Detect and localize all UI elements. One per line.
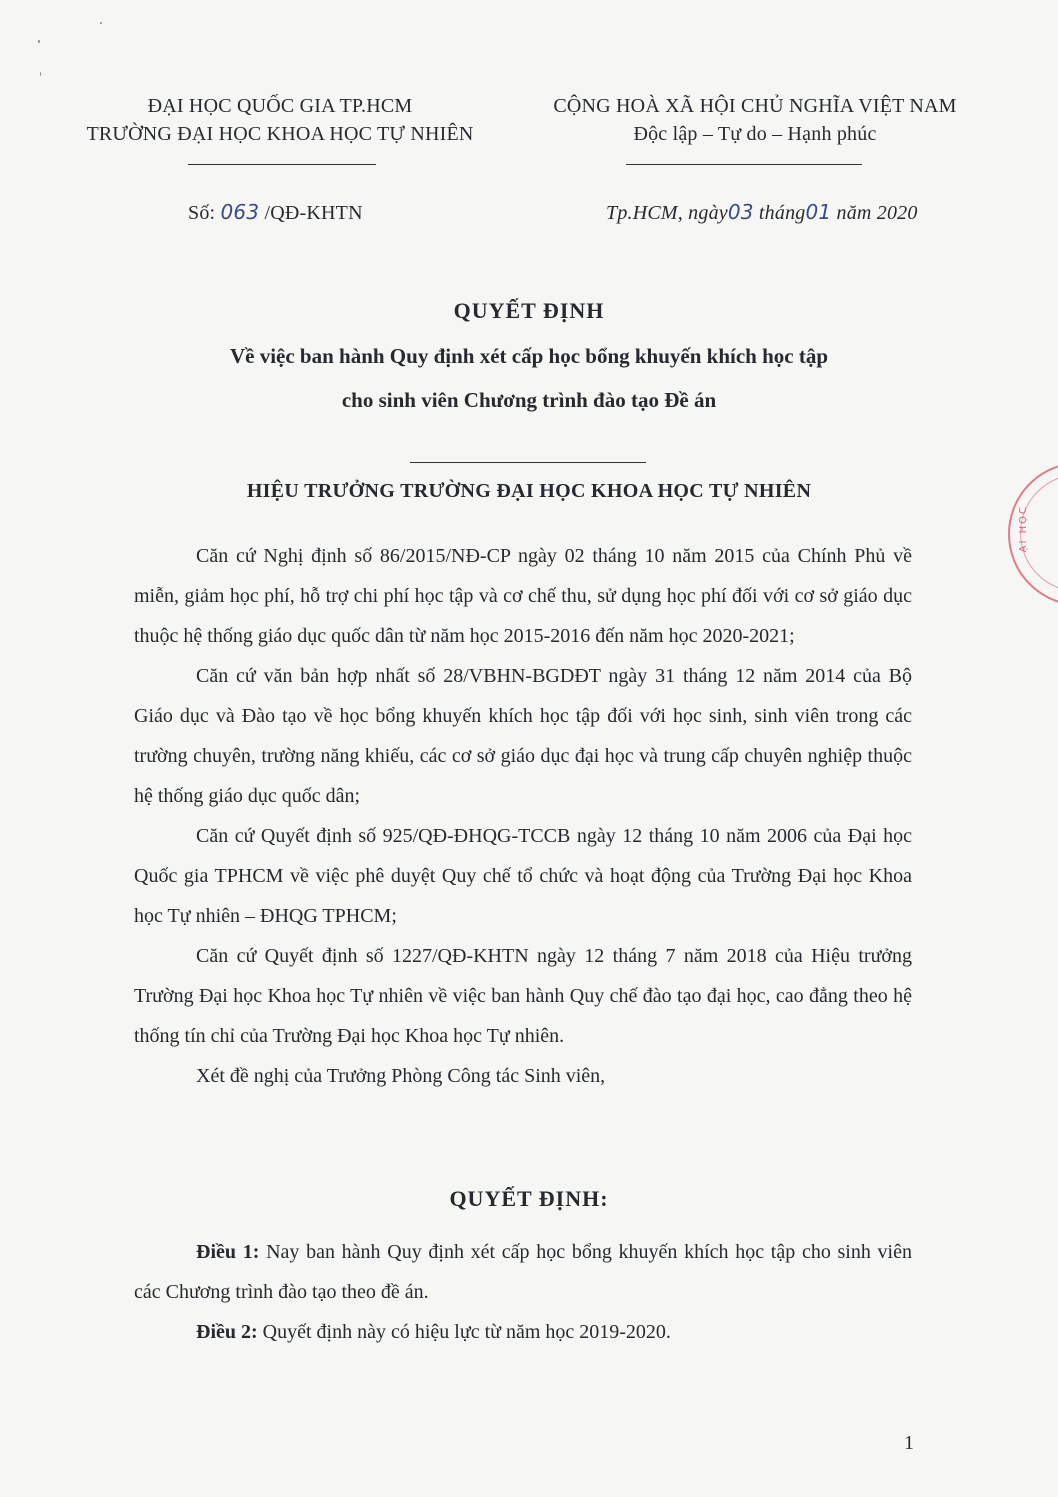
- country-name: CỘNG HOÀ XÃ HỘI CHỦ NGHĨA VIỆT NAM: [553, 95, 957, 117]
- university-name: ĐẠI HỌC QUỐC GIA TP.HCM: [147, 95, 413, 117]
- header-left: [60, 92, 500, 148]
- article-1: [134, 1232, 912, 1312]
- authority-heading: HIỆU TRƯỞNG TRƯỜNG ĐẠI HỌC KHOA HỌC TỰ NHIÊN: [246, 480, 812, 502]
- number-suffix: /QĐ-KHTN: [264, 202, 363, 224]
- date-prefix: Tp.HCM, ngày: [606, 202, 728, 224]
- title-rule: [410, 462, 646, 463]
- header-left-rule: [188, 164, 376, 165]
- article-label: Điều 1:: [196, 1241, 260, 1263]
- scan-speck: [38, 40, 40, 43]
- preamble-paragraph: Căn cứ Quyết định số 1227/QĐ-KHTN ngày 12 tháng 7 năm 2018 của Hiệu trưởng Trường Đại học Khoa học Tự nhiên về việc ban hành Quy chế đào tạo đại học, cao đẳng theo hệ thống tín chỉ của Trường Đại học Khoa học Tự nhiên.: [134, 945, 912, 1047]
- article-label: Điều 2:: [196, 1321, 258, 1343]
- date-month: 01: [805, 200, 832, 224]
- article-text: Quyết định này có hiệu lực từ năm học 2019-2020.: [257, 1321, 671, 1343]
- articles: [134, 1232, 912, 1352]
- date-day: 03: [727, 200, 754, 224]
- article-text: Nay ban hành Quy định xét cấp học bổng khuyến khích học tập cho sinh viên các Chương trình đào tạo theo đề án.: [134, 1241, 912, 1303]
- header-right: [520, 92, 990, 148]
- document-subtitle: [100, 334, 958, 422]
- subtitle-line-1: Về việc ban hành Quy định xét cấp học bổng khuyến khích học tập: [229, 344, 829, 368]
- preamble-paragraph: Căn cứ văn bản hợp nhất số 28/VBHN-BGDĐT ngày 31 tháng 12 năm 2014 của Bộ Giáo dục và Đào tạo về học bổng khuyến khích học tập đối với học sinh, sinh viên trong các trường chuyên, trường năng khiếu, các cơ sở giáo dục đại học và trung cấp chuyên nghiệp thuộc hệ thống giáo dục quốc dân;: [134, 665, 912, 807]
- scan-speck: [100, 22, 102, 24]
- page-number: 1: [904, 1432, 914, 1454]
- document-date: [606, 198, 918, 227]
- motto: Độc lập – Tự do – Hạnh phúc: [633, 123, 877, 145]
- faculty-name: TRƯỜNG ĐẠI HỌC KHOA HỌC TỰ NHIÊN: [86, 123, 474, 145]
- preamble-paragraph: Căn cứ Quyết định số 925/QĐ-ĐHQG-TCCB ngày 12 tháng 10 năm 2006 của Đại học Quốc gia TPHCM về việc phê duyệt Quy chế tổ chức và hoạt động của Trường Đại học Khoa học Tự nhiên – ĐHQG TPHCM;: [134, 825, 912, 927]
- document-number: [188, 198, 363, 227]
- stamp-text: ẠI HỌC: [1018, 505, 1029, 553]
- preamble: [134, 536, 912, 1096]
- number-handwritten: 063: [220, 200, 260, 224]
- preamble-paragraph: Xét đề nghị của Trưởng Phòng Công tác Sinh viên,: [196, 1065, 606, 1087]
- header-right-rule: [626, 164, 862, 165]
- subtitle-line-2: cho sinh viên Chương trình đào tạo Đề án: [341, 388, 717, 412]
- document-title: QUYẾT ĐỊNH: [453, 298, 605, 323]
- number-prefix: Số:: [188, 202, 216, 224]
- preamble-paragraph: Căn cứ Nghị định số 86/2015/NĐ-CP ngày 02 tháng 10 năm 2015 của Chính Phủ về miễn, giảm học phí, hỗ trợ chi phí học tập và cơ chế thu, sử dụng học phí đối với cơ sở giáo dục thuộc hệ thống giáo dục quốc dân từ năm học 2015-2016 đến năm học 2020-2021;: [134, 545, 912, 647]
- decision-heading: QUYẾT ĐỊNH:: [449, 1186, 609, 1211]
- article-2: [134, 1312, 912, 1352]
- date-month-label: tháng: [758, 202, 806, 224]
- date-suffix: năm 2020: [836, 202, 918, 224]
- scan-speck: [40, 72, 41, 76]
